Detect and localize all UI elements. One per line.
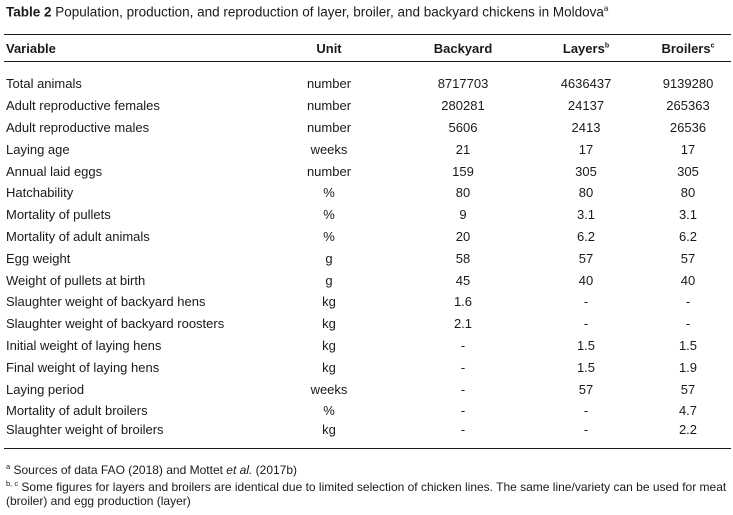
cell-layers: 40 [578,272,594,288]
cell-unit: number [306,119,352,135]
cell-broilers: 9139280 [662,76,714,92]
cell-backyard: - [460,337,466,353]
cell-variable: Annual laid eggs [6,163,103,179]
header-unit: Unit [259,35,399,62]
cell-unit: g [325,272,333,288]
table-row [4,73,731,95]
cell-variable: Mortality of pullets [6,207,111,223]
cell-unit: number [306,76,352,92]
table-row [4,160,731,182]
cell-unit: kg [322,337,336,353]
cell-broilers: 3.1 [678,207,698,223]
footnote-a [6,460,728,477]
cell-backyard: - [399,422,527,449]
cell-layers: 6.2 [576,228,596,244]
cell-variable: Slaughter weight of broilers [4,422,259,449]
footnote-bc [6,477,728,508]
cell-broilers: 2.2 [645,422,731,449]
cell-backyard: 159 [452,163,474,179]
table-row [4,182,731,204]
cell-backyard: 8717703 [437,76,489,92]
cell-unit: number [306,163,352,179]
cell-layers: 24137 [567,98,605,114]
cell-variable: Hatchability [6,185,74,201]
cell-unit: % [323,403,335,419]
cell-broilers: 305 [677,163,699,179]
footnote-bc-mark: b, c [6,479,19,488]
cell-backyard: 1.6 [453,294,473,310]
table-row [4,313,731,335]
cell-layers: 305 [575,163,597,179]
cell-layers: - [583,403,589,419]
cell-broilers: - [685,294,691,310]
table-title: Population, production, and reproduction of layer, broiler, and backyard chickens in Moldova [51,4,604,20]
cell-broilers: 1.5 [678,337,698,353]
table-row [4,247,731,269]
cell-unit: kg [259,422,399,449]
cell-variable: Mortality of adult animals [6,228,150,244]
table-row [4,356,731,378]
cell-backyard: - [460,359,466,375]
cell-broilers: 57 [680,250,696,266]
table-row [4,291,731,313]
cell-layers: - [527,422,645,449]
header-row [4,35,731,62]
cell-layers: 17 [578,141,594,157]
cell-layers: 57 [578,381,594,397]
cell-variable: Slaughter weight of backyard hens [6,294,206,310]
cell-backyard: - [460,403,466,419]
cell-broilers: 17 [680,141,696,157]
cell-layers: 1.5 [576,359,596,375]
cell-variable: Laying period [6,381,85,397]
header-broilers [645,35,731,62]
header-layers-mark: b [604,42,610,50]
table-row [4,226,731,248]
header-variable: Variable [4,35,259,62]
cell-unit: weeks [310,381,348,397]
data-table [4,34,731,449]
cell-unit: % [323,228,335,244]
header-broilers-label: Broilers [661,40,711,56]
footnote-a-text: Sources of data FAO (2018) and Mottet [10,463,227,477]
cell-broilers: 6.2 [678,228,698,244]
cell-backyard: 21 [455,141,471,157]
table-body [4,62,731,449]
cell-unit: kg [322,316,336,332]
cell-broilers: 1.9 [678,359,698,375]
cell-layers: 3.1 [576,207,596,223]
cell-layers: - [583,294,589,310]
table-row [4,400,731,422]
cell-broilers: 4.7 [678,403,698,419]
cell-layers: 1.5 [576,337,596,353]
header-backyard: Backyard [399,35,527,62]
footnotes [6,460,728,508]
table-row [4,95,731,117]
cell-backyard: 45 [455,272,471,288]
header-layers-label: Layers [562,40,605,56]
cell-variable: Weight of pullets at birth [6,272,146,288]
cell-broilers: - [685,316,691,332]
cell-backyard: 20 [455,228,471,244]
cell-backyard: 58 [455,250,471,266]
cell-variable: Laying age [6,141,70,157]
header-layers [527,35,645,62]
cell-backyard: 2.1 [453,316,473,332]
table-row [4,335,731,357]
cell-variable: Adult reproductive females [6,98,160,114]
cell-unit: kg [322,294,336,310]
header-broilers-mark: c [710,42,715,50]
footnote-bc-text: Some figures for layers and broilers are identical due to limited selection of chicken lines. The same line/variety can be used for meat (broiler) and egg production (layer) [6,480,727,508]
cell-unit: % [323,207,335,223]
cell-broilers: 265363 [666,98,710,114]
cell-backyard: 9 [459,207,467,223]
cell-backyard: 280281 [441,98,485,114]
cell-unit: g [325,250,333,266]
cell-unit: kg [322,359,336,375]
cell-variable: Adult reproductive males [6,119,150,135]
spacer-row [4,62,731,74]
cell-variable: Slaughter weight of backyard roosters [6,316,225,332]
footnote-a-mark: a [6,462,11,471]
table-row [4,378,731,400]
table-number: Table 2 [6,4,52,20]
cell-variable: Initial weight of laying hens [6,337,162,353]
cell-backyard: - [460,381,466,397]
cell-broilers: 57 [680,381,696,397]
table-row [4,117,731,139]
cell-layers: 57 [578,250,594,266]
cell-layers: 2413 [571,119,601,135]
table-row [4,269,731,291]
cell-broilers: 80 [680,185,696,201]
cell-unit: % [323,185,335,201]
cell-variable: Total animals [6,76,82,92]
cell-broilers: 40 [680,272,696,288]
cell-variable: Egg weight [6,250,71,266]
cell-backyard: 5606 [448,119,478,135]
table-row [4,422,731,449]
footnote-a-italic: et al. [226,463,253,477]
footnote-a-tail: (2017b) [252,463,298,477]
cell-unit: weeks [310,141,348,157]
cell-layers: - [583,316,589,332]
table-row [4,204,731,226]
cell-variable: Final weight of laying hens [6,359,160,375]
cell-layers: 80 [578,185,594,201]
table-row [4,138,731,160]
table-caption [6,4,608,20]
cell-layers: 4636437 [560,76,612,92]
caption-footnote-mark: a [603,4,609,13]
cell-backyard: 80 [455,185,471,201]
cell-unit: number [306,98,352,114]
cell-broilers: 26536 [669,119,707,135]
cell-variable: Mortality of adult broilers [6,403,148,419]
